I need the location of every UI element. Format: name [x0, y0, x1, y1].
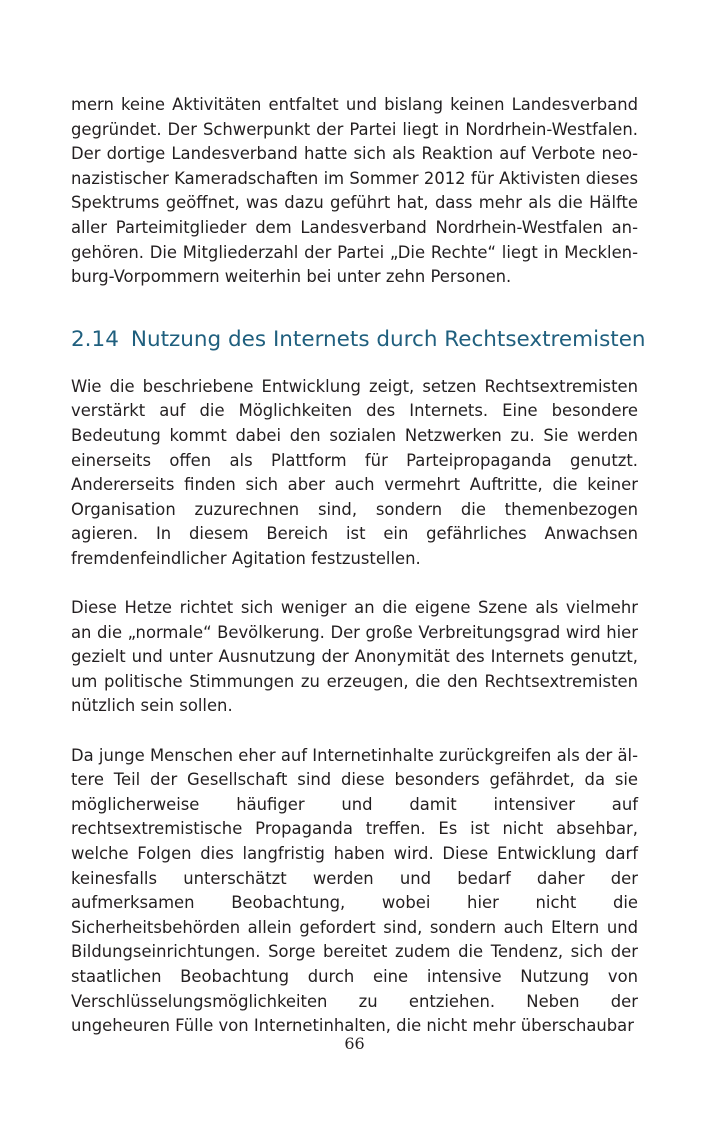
paragraph-spacer	[71, 719, 638, 744]
section-number: 2.14	[71, 326, 119, 352]
paragraph-intro: mern keine Aktivitäten entfaltet und bislang keinen Landesverband gegründet. Der Schwerpunkt der Partei liegt in Nordrhein-Westfalen. Der dortige Landesverband hatte sich als Reaktion auf Verbote neonazistischer Kameradschaften im Sommer 2012 für Aktivisten dieses Spektrums geöffnet, was dazu geführt hat, dass mehr als die Hälfte aller Parteimitglieder dem Landesverband Nordrhein-Westfalen angehören. Die Mitgliederzahl der Partei „Die Rechte“ liegt in Mecklenburg-Vorpommern weiterhin bei unter zehn Personen.	[71, 95, 638, 287]
document-page	[71, 93, 646, 1039]
paragraph-internet-1: Wie die beschriebene Entwicklung zeigt, setzen Rechtsextremisten verstärkt auf die Möglichkeiten des Internets. Eine besondere Bedeutung kommt dabei den sozialen Netzwerken zu. Sie werden einerseits offen als Plattform für Parteipropaganda genutzt. Andererseits finden sich aber auch vermehrt Auftritte, die keiner Organisation zuzurechnen sind, sondern die themenbezogen agieren. In diesem Bereich ist ein gefährliches Anwachsen fremdenfeindlicher Agitation festzustellen.	[71, 376, 638, 568]
page-number: 66	[344, 1034, 365, 1053]
section-title: Nutzung des Internets durch Rechtsextremisten	[130, 326, 646, 352]
paragraph-spacer	[71, 572, 638, 597]
section-heading	[71, 325, 646, 355]
paragraph-internet-2: Diese Hetze richtet sich weniger an die eigene Szene als vielmehr an die „normale“ Bevölkerung. Der große Verbreitungsgrad wird hier gezielt und unter Ausnutzung der Anonymität des Internets genutzt, um politische Stimmungen zu erzeugen, die den Rechtsextremisten nützlich sein sollen.	[71, 598, 638, 716]
paragraph-internet-3: Da junge Menschen eher auf Internetinhalte zurückgreifen als der ältere Teil der Gesellschaft sind diese besonders gefährdet, da sie möglicherweise häufiger und damit intensiver auf rechtsextremistische Propaganda treffen. Es ist nicht absehbar, welche Folgen dies langfristig haben wird. Diese Entwicklung darf keinesfalls unterschätzt werden und bedarf daher der aufmerksamen Beobachtung, wobei hier nicht die Sicherheitsbehörden allein gefordert sind, sondern auch Eltern und Bildungseinrichtungen. Sorge bereitet zudem die Tendenz, sich der staatlichen Beobachtung durch eine intensive Nutzung von Verschlüsselungsmöglichkeiten zu entziehen. Neben der ungeheuren Fülle von Internetinhalten, die nicht mehr überschaubar	[71, 745, 638, 1036]
